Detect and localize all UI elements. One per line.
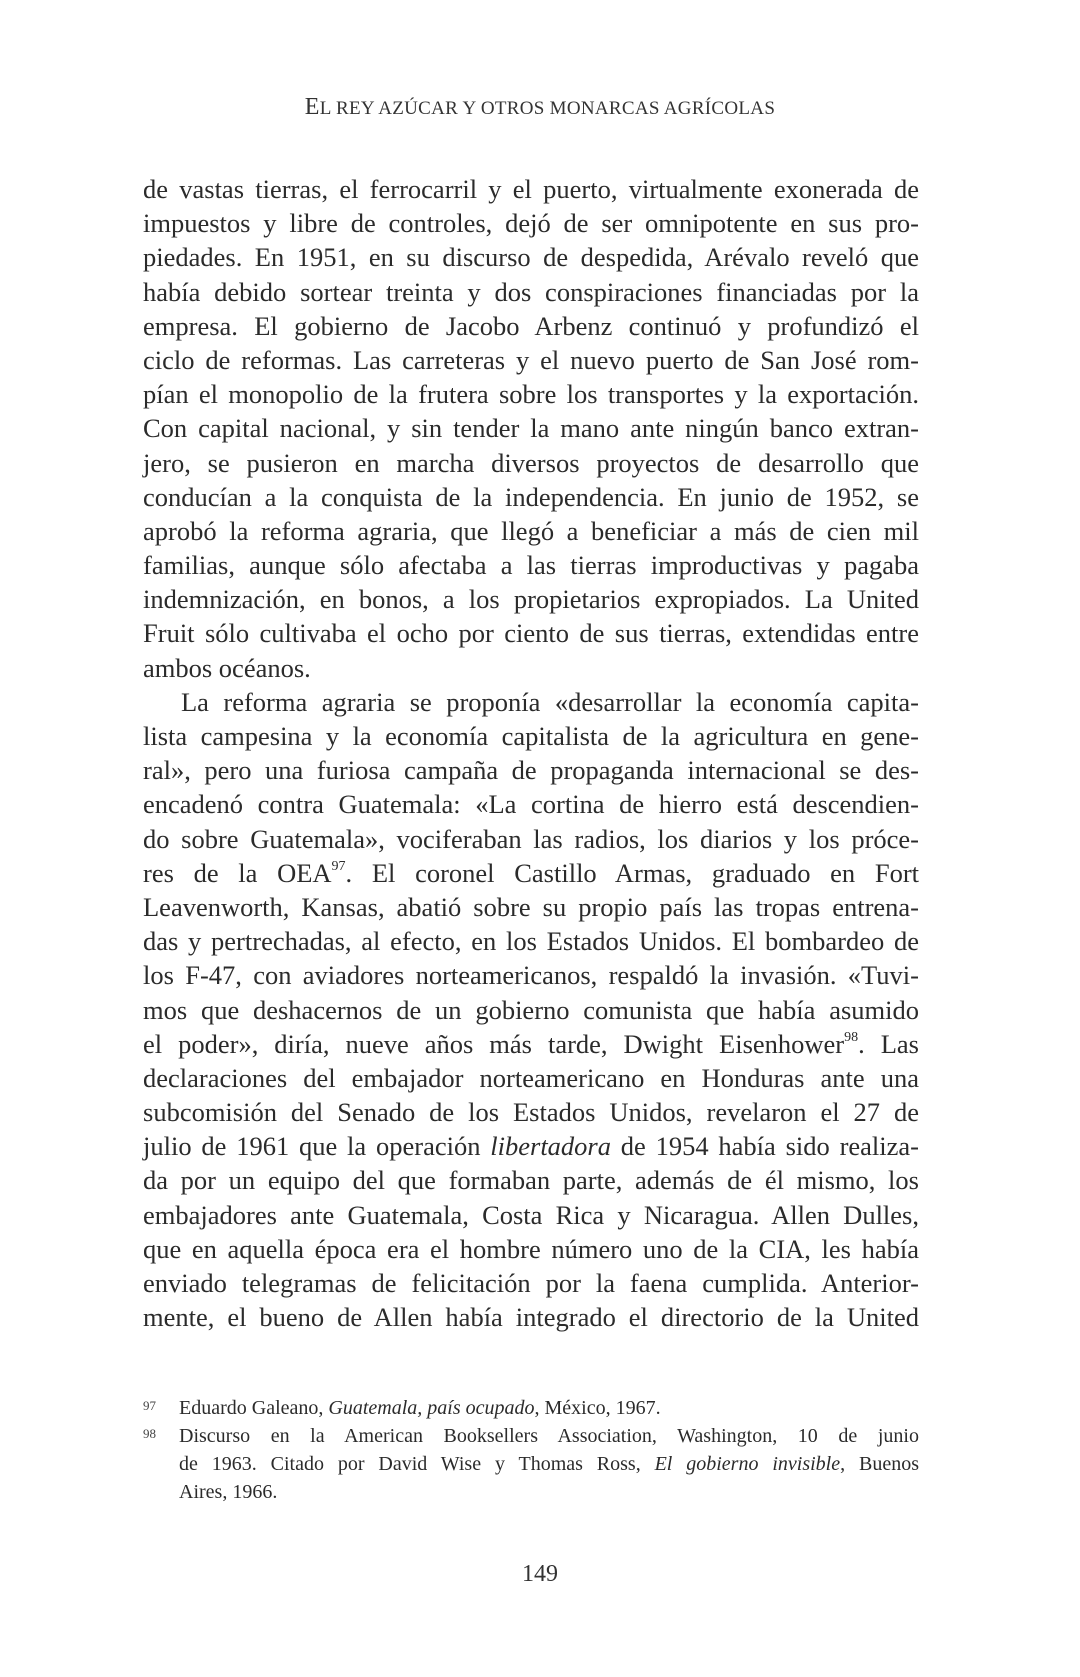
body-line: mos que deshacernos de un gobierno comunista que había asumido xyxy=(143,994,919,1025)
body-line: das y pertrechadas, al efecto, en los Estados Unidos. El bombardeo de xyxy=(143,926,919,957)
footnote-ref-97[interactable]: 97 xyxy=(331,858,346,874)
body-line: subcomisión del Senado de los Estados Unidos, revelaron el 27 de xyxy=(143,1097,919,1128)
body-line: da por un equipo del que formaban parte, además de él mismo, los xyxy=(143,1165,919,1196)
body-line: enviado telegramas de felicitación por la faena cumplida. Anterior- xyxy=(143,1268,919,1298)
page-number: 149 xyxy=(522,1561,558,1587)
body-line: Leavenworth, Kansas, abatió sobre su propio país las tropas entrena- xyxy=(143,891,919,922)
body-line: Fruit sólo cultivaba el ocho por ciento de sus tierras, extendidas entre xyxy=(143,618,919,649)
footnote-line: Discurso en la American Booksellers Association, Washington, 10 de junio xyxy=(179,1425,919,1447)
body-text xyxy=(143,172,919,1334)
body-line: pían el monopolio de la frutera sobre los transportes y la exportación. xyxy=(143,379,919,410)
text-segment: julio de 1961 que la operación xyxy=(143,1131,491,1162)
body-line-with-footnote-ref xyxy=(143,1027,919,1061)
footnote-98 xyxy=(143,1422,919,1506)
footnote-number: 97 xyxy=(143,1398,156,1413)
footnote-number: 98 xyxy=(143,1426,156,1441)
body-line: los F-47, con aviadores norteamericanos, respaldó la invasión. «Tuvi- xyxy=(143,960,919,991)
body-line: encadenó contra Guatemala: «La cortina de hierro está descendien- xyxy=(143,789,919,820)
body-line: piedades. En 1951, en su discurso de despedida, Arévalo reveló que xyxy=(143,242,919,273)
running-header-title: L REY AZÚCAR Y OTROS MONARCAS AGRÍCOLAS xyxy=(319,98,776,119)
body-line: impuestos y libre de controles, dejó de ser omnipotente en sus pro- xyxy=(143,208,919,239)
body-line: mente, el bueno de Allen había integrado el directorio de la United xyxy=(143,1302,919,1333)
body-line: empresa. El gobierno de Jacobo Arbenz continuó y profundizó el xyxy=(143,310,919,341)
footnote-line xyxy=(179,1394,919,1422)
footnote-line xyxy=(179,1450,919,1478)
footnotes xyxy=(143,1394,919,1506)
body-line: embajadores ante Guatemala, Costa Rica y Nicaragua. Allen Dulles, xyxy=(143,1199,919,1230)
body-line-paragraph-start: La reforma agraria se proponía «desarrollar la economía capita- xyxy=(181,686,919,717)
text-segment: . Las xyxy=(858,1028,919,1059)
body-line: do sobre Guatemala», vociferaban las radios, los diarios y los próce- xyxy=(143,823,919,854)
body-line: que en aquella época era el hombre número uno de la CIA, les había xyxy=(143,1233,919,1264)
text-segment: de 1963. Citado por David Wise y Thomas Ross, xyxy=(179,1453,655,1475)
footnote-97 xyxy=(143,1394,919,1422)
body-line: jero, se pusieron en marcha diversos proyectos de desarrollo que xyxy=(143,447,919,478)
body-line-with-footnote-ref xyxy=(143,856,919,890)
footnote-ref-98[interactable]: 98 xyxy=(844,1029,859,1045)
text-segment: res de la OEA xyxy=(143,857,332,888)
body-line: indemnización, en bonos, a los propietarios expropiados. La United xyxy=(143,584,919,615)
body-line: lista campesina y la economía capitalista de la agricultura en gene- xyxy=(143,721,919,751)
text-segment: el poder», diría, nueve años más tarde, Dwight Eisenhower xyxy=(143,1028,845,1059)
body-line: había debido sortear treinta y dos conspiraciones financiadas por la xyxy=(143,276,919,307)
book-title: Guatemala, país ocupado xyxy=(328,1397,535,1419)
text-segment: , Buenos xyxy=(840,1453,920,1475)
running-header xyxy=(0,94,1080,121)
body-line: Con capital nacional, y sin tender la mano ante ningún banco extran- xyxy=(143,413,919,444)
body-line: ral», pero una furiosa campaña de propaganda internacional se des- xyxy=(143,755,919,786)
body-line: familias, aunque sólo afectaba a las tierras improductivas y pagaba xyxy=(143,550,919,581)
body-line: ciclo de reformas. Las carreteras y el nuevo puerto de San José rom- xyxy=(143,344,919,375)
running-header-initial: E xyxy=(304,94,320,120)
body-line-with-italic xyxy=(143,1129,919,1163)
text-segment: de 1954 había sido realiza- xyxy=(611,1131,919,1162)
book-title: El gobierno invisible xyxy=(654,1453,841,1475)
body-line: ambos océanos. xyxy=(143,652,311,683)
italic-term: libertadora xyxy=(490,1131,611,1162)
body-line: conducían a la conquista de la independencia. En junio de 1952, se xyxy=(143,481,919,512)
text-segment: Eduardo Galeano, xyxy=(179,1397,329,1419)
body-line: aprobó la reforma agraria, que llegó a beneficiar a más de cien mil xyxy=(143,515,919,546)
text-segment: , México, 1967. xyxy=(534,1397,661,1419)
footnote-line: Aires, 1966. xyxy=(179,1481,278,1503)
body-line: declaraciones del embajador norteamericano en Honduras ante una xyxy=(143,1062,919,1093)
text-segment: . El coronel Castillo Armas, graduado en Fort xyxy=(345,857,919,888)
body-line: de vastas tierras, el ferrocarril y el puerto, virtualmente exonerada de xyxy=(143,174,919,204)
